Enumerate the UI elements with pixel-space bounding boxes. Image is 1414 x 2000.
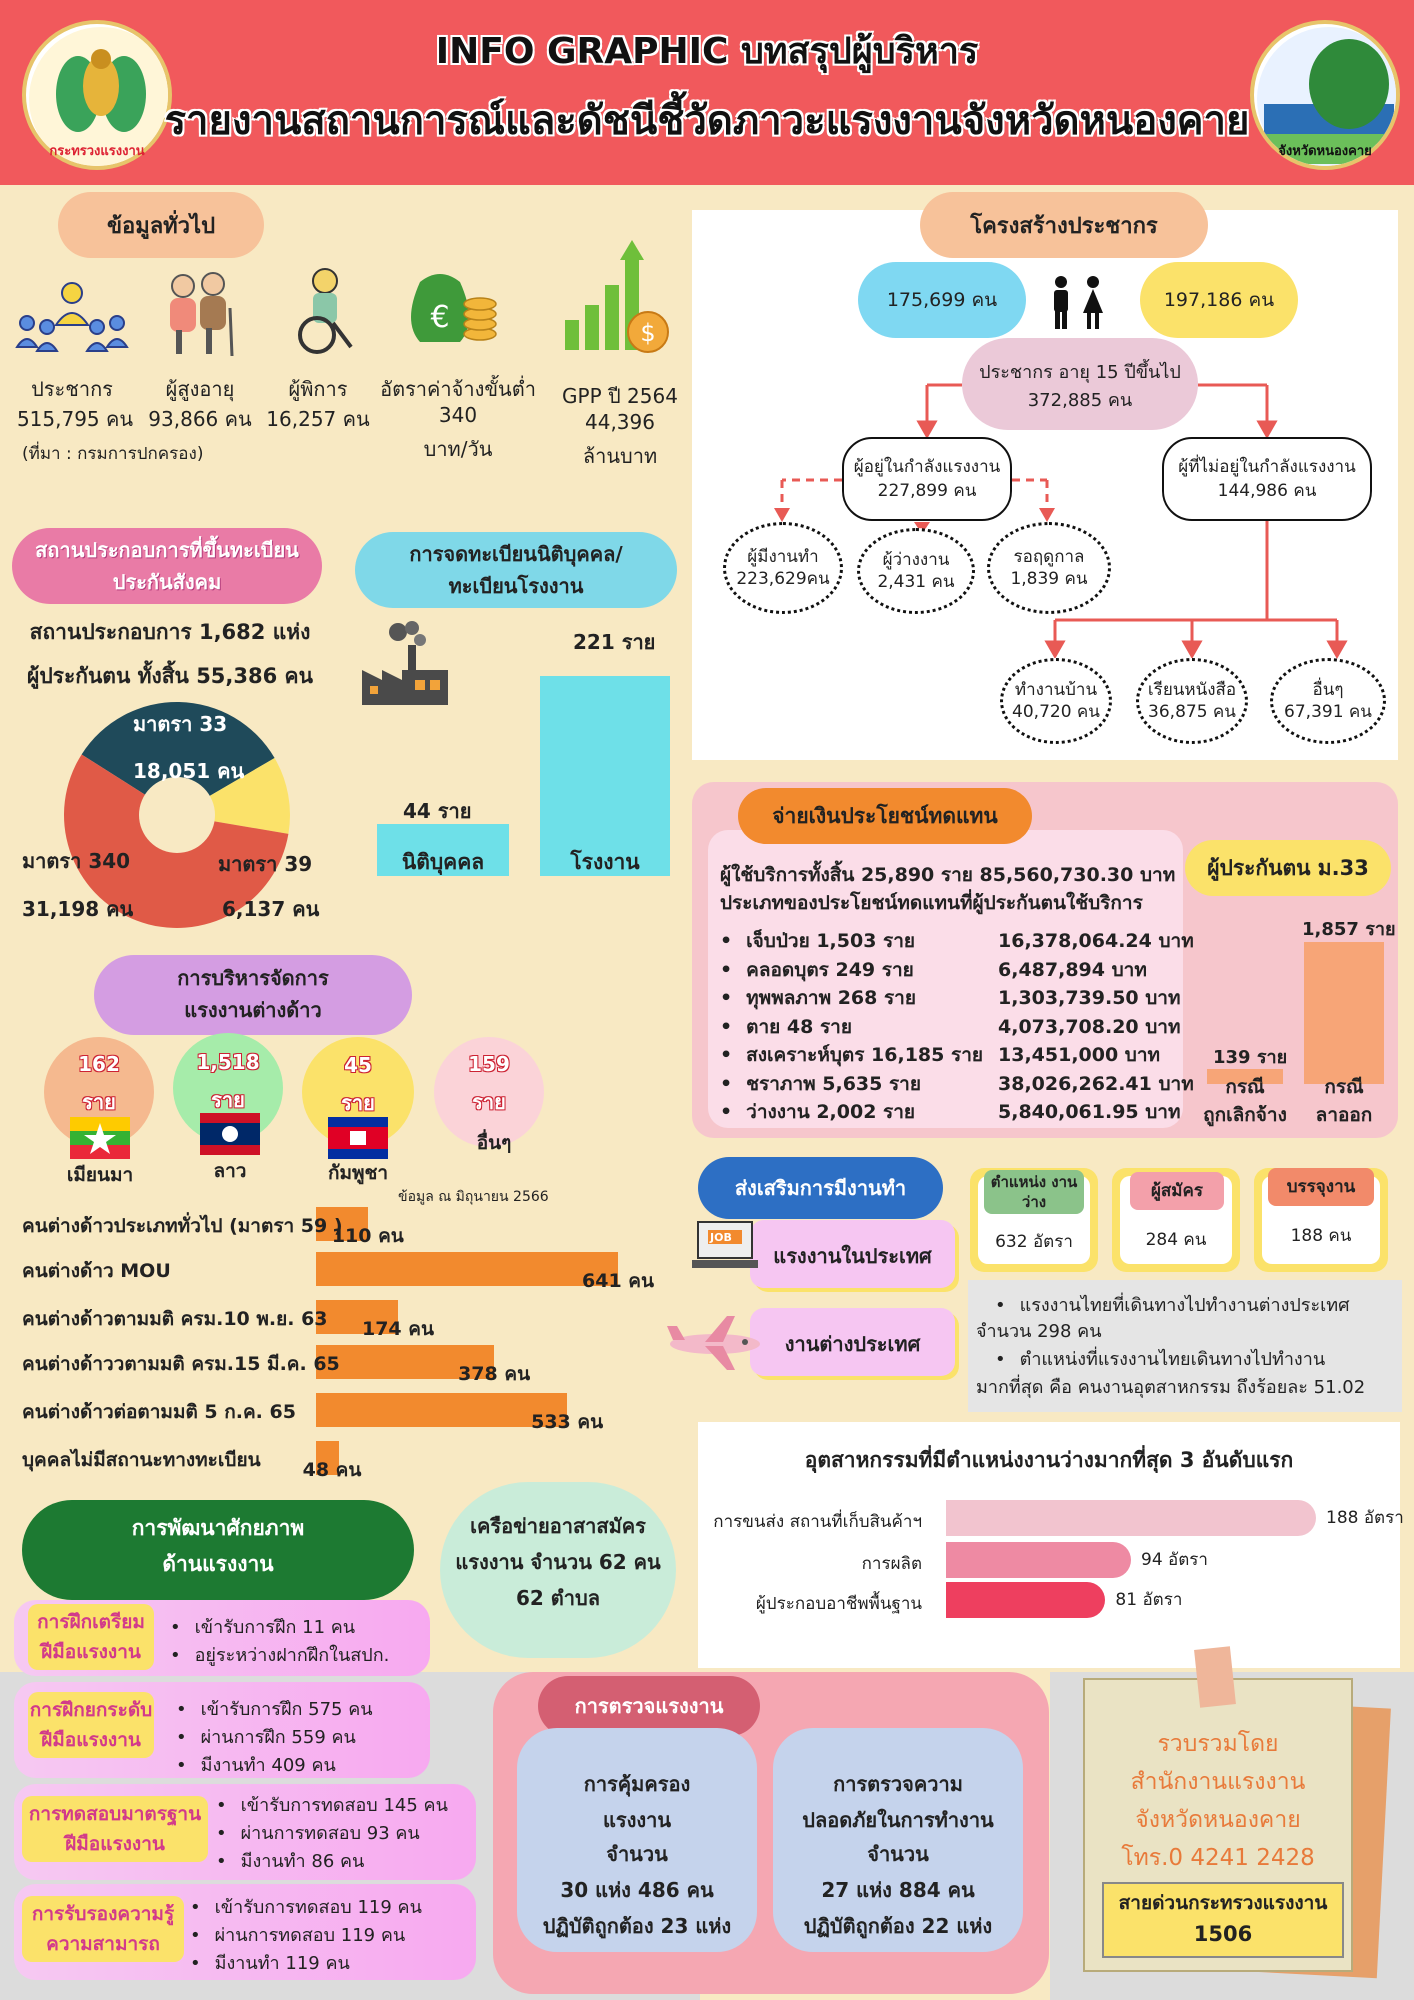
- volunteers-line-2: แรงงาน จำนวน 62 คน: [455, 1550, 661, 1574]
- registration-heading-2: ทะเบียนโรงงาน: [448, 574, 584, 598]
- foreign-data-note: ข้อมูล ณ มิถุนายน 2566: [398, 1189, 549, 1205]
- overseas-note-1: • แรงงานไทยที่เดินทางไปทำงานต่างประเทศ: [995, 1290, 1350, 1319]
- credits-line-3: จังหวัดหนองคาย: [1135, 1807, 1301, 1833]
- employment-heading: ส่งเสริมการมีงานทำ: [698, 1157, 943, 1219]
- benefit-name: • ตาย 48 ราย: [720, 1012, 852, 1042]
- other-country-value: 159: [468, 1052, 510, 1076]
- skills-heading-1: การพัฒนาศักยภาพ: [131, 1516, 305, 1540]
- prep-title-1: การฝึกเตรียม: [37, 1611, 145, 1633]
- volunteers-line-3: 62 ตำบล: [516, 1586, 600, 1610]
- m39-value: 6,137 คน: [222, 897, 320, 921]
- hotline-number: 1506: [1193, 1922, 1253, 1946]
- page-subtitle: รายงานสถานการณ์และดัชนีชี้วัดภาวะแรงงานจังหวัดหนองคาย: [164, 98, 1250, 144]
- other-value: 67,391 คน: [1284, 702, 1372, 722]
- housework-value: 40,720 คน: [1012, 702, 1100, 722]
- upgrade-item-3: • มีงานทำ 409 คน: [176, 1750, 336, 1779]
- disabled-label: ผู้พิการ: [288, 377, 348, 401]
- m33-heading: ผู้ประกันตน ม.33: [1185, 840, 1391, 896]
- inspection-heading: การตรวจแรงงาน: [538, 1676, 760, 1736]
- other-country-label: อื่นๆ: [476, 1132, 512, 1154]
- benefits-heading: จ่ายเงินประโยชน์ทดแทน: [738, 788, 1032, 844]
- upgrade-title-2: ฝีมือแรงงาน: [41, 1729, 141, 1751]
- industry-value: 188 อัตรา: [1326, 1508, 1404, 1528]
- cert-title-2: ความสามารถ: [46, 1933, 160, 1955]
- hotline-label: สายด่วนกระทรวงแรงงาน: [1118, 1892, 1328, 1914]
- cambodia-value: 45: [344, 1053, 372, 1077]
- gpp-label: GPP ปี 2564: [562, 384, 678, 408]
- foreign-worker-row-label: คนต่างด้าวประเภททั่วไป (มาตรา 59 ): [22, 1215, 343, 1237]
- foreign-worker-bar: [316, 1252, 618, 1286]
- employed-oval: [723, 522, 843, 614]
- general-source: (ที่มา : กรมการปกครอง): [22, 444, 204, 464]
- m33-label: มาตรา 33: [133, 712, 228, 736]
- disabled-value: 16,257 คน: [266, 407, 370, 431]
- industry-label: การขนส่ง สถานที่เก็บสินค้าฯ: [713, 1512, 922, 1532]
- foreign-worker-row-label: บุคคลไม่มีสถานะทางทะเบียน: [22, 1449, 261, 1471]
- money-icon: [390, 262, 500, 356]
- credits-line-1: รวบรวมโดย: [1157, 1731, 1279, 1757]
- applicant-value: 284 คน: [1145, 1230, 1207, 1250]
- factory-value: 221 ราย: [573, 630, 656, 654]
- foreign-worker-row-label: คนต่างด้าว MOU: [22, 1260, 171, 1282]
- benefit-name: • คลอดบุตร 249 ราย: [720, 955, 914, 985]
- benefit-name: • ชราภาพ 5,635 ราย: [720, 1069, 921, 1099]
- laid-off-value: 139 ราย: [1213, 1047, 1288, 1068]
- cert-item-2: • ผ่านการทดสอบ 119 คน: [190, 1920, 405, 1949]
- benefits-summary: ผู้ใช้บริการทั้งสิ้น 25,890 ราย 85,560,730.30 บาท: [720, 864, 1176, 886]
- skills-heading-2: ด้านแรงงาน: [162, 1552, 274, 1576]
- m340-value: 31,198 คน: [22, 897, 134, 921]
- factory-icon: [360, 620, 450, 714]
- insured-total: ผู้ประกันตน ทั้งสิ้น 55,386 คน: [27, 664, 313, 688]
- population-value: 515,795 คน: [16, 407, 134, 431]
- prep-training-title: [28, 1604, 154, 1670]
- not-labor-box: [1162, 437, 1372, 521]
- credits-phone: โทร.0 4241 2428: [1121, 1845, 1315, 1871]
- upgrade-training-title: [28, 1692, 154, 1758]
- vacancy-label: ตำแหน่ง งานว่าง: [984, 1170, 1084, 1214]
- industry-bar: [946, 1582, 1105, 1618]
- foreign-worker-row-value: 110 คน: [331, 1225, 404, 1247]
- standard-item-2: • ผ่านการทดสอบ 93 คน: [216, 1818, 420, 1847]
- study-oval: [1136, 658, 1248, 744]
- housework-oval: [1000, 658, 1112, 744]
- ministry-seal-text: กระทรวงแรงงาน: [49, 144, 145, 159]
- laptop-job-icon: [690, 1218, 760, 1278]
- note-tape: [1194, 1646, 1236, 1707]
- cert-item-1: • เข้ารับการทดสอบ 119 คน: [190, 1892, 422, 1921]
- laid-off-label-1: กรณี: [1225, 1076, 1265, 1098]
- elderly-value: 93,866 คน: [148, 407, 252, 431]
- foreign-heading-2: แรงงานต่างด้าว: [184, 998, 322, 1022]
- study-label: เรียนหนังสือ: [1147, 680, 1237, 700]
- myanmar-label: เมียนมา: [66, 1164, 134, 1186]
- employed-label: ผู้มีงานทำ: [747, 547, 819, 567]
- domestic-label: แรงงานในประเทศ: [773, 1244, 932, 1268]
- social-security-heading-1: สถานประกอบการที่ขึ้นทะเบียน: [35, 538, 299, 562]
- prep-title-2: ฝีมือแรงงาน: [41, 1641, 141, 1663]
- study-value: 36,875 คน: [1148, 702, 1236, 722]
- foreign-heading-1: การบริหารจัดการ: [177, 966, 329, 990]
- resign-label-1: กรณี: [1324, 1076, 1364, 1098]
- industry-bar: [946, 1500, 1316, 1536]
- other-country-unit: ราย: [472, 1090, 506, 1114]
- benefit-amount: 13,451,000 บาท: [998, 1044, 1161, 1066]
- foreign-worker-row-label: คนต่างด้าวต่อตามมติ 5 ก.ค. 65: [22, 1401, 296, 1423]
- foreign-worker-row-value: 174 คน: [361, 1318, 434, 1340]
- seasonal-value: 1,839 คน: [1010, 569, 1088, 589]
- benefit-amount: 5,840,061.95 บาท: [998, 1101, 1181, 1123]
- myanmar-value: 162: [78, 1052, 120, 1076]
- applicant-label: ผู้สมัคร: [1130, 1172, 1224, 1210]
- industry-value: 81 อัตรา: [1115, 1590, 1183, 1610]
- unemployed-label: ผู้ว่างงาน: [882, 550, 950, 570]
- overseas-note-2b: มากที่สุด คือ คนงานอุตสาหกรรม ถึงร้อยละ 51.02: [976, 1377, 1366, 1398]
- wage-unit: บาท/วัน: [423, 437, 493, 461]
- growth-chart-icon: [560, 240, 670, 364]
- housework-label: ทำงานบ้าน: [1014, 680, 1098, 700]
- establishments-count: สถานประกอบการ 1,682 แห่ง: [29, 620, 311, 644]
- overseas-label: งานต่างประเทศ: [784, 1332, 921, 1356]
- cert-title-1: การรับรองความรู้: [31, 1903, 175, 1925]
- standard-title-2: ฝีมือแรงงาน: [65, 1833, 165, 1855]
- laid-off-label-2: ถูกเลิกจ้าง: [1203, 1104, 1287, 1126]
- prep-item-1: • เข้ารับการฝึก 11 คน: [170, 1612, 355, 1641]
- disabled-icon: [285, 265, 365, 359]
- population-structure-heading: โครงสร้างประชากร: [920, 192, 1208, 258]
- laos-value: 1,518: [196, 1050, 260, 1074]
- in-labor-box: [842, 437, 1012, 521]
- wage-value: 340: [438, 403, 478, 427]
- in-labor-value: 227,899 คน: [877, 481, 977, 501]
- resign-bar: [1304, 942, 1384, 1084]
- standard-test-title: [22, 1796, 208, 1862]
- cambodia-flag-icon: [328, 1117, 388, 1163]
- m340-label: มาตรา 340: [22, 849, 131, 873]
- safety-line-4: 27 แห่ง 884 คน: [821, 1878, 975, 1902]
- certification-title: [22, 1896, 184, 1962]
- benefit-name: • ว่างงาน 2,002 ราย: [720, 1097, 915, 1127]
- industries-heading: อุตสาหกรรมที่มีตำแหน่งงานว่างมากที่สุด 3 อันดับแรก: [804, 1448, 1294, 1472]
- gpp-value: 44,396: [585, 410, 655, 434]
- overseas-note-2: • ตำแหน่งที่แรงงานไทยเดินทางไปทำงาน: [995, 1344, 1325, 1373]
- upgrade-title-1: การฝึกยกระดับ: [29, 1699, 153, 1721]
- unemployed-oval: [857, 528, 975, 614]
- protection-line-3: จำนวน: [606, 1842, 668, 1866]
- benefit-name: • สงเคราะห์บุตร 16,185 ราย: [720, 1040, 983, 1070]
- upgrade-item-1: • เข้ารับการฝึก 575 คน: [176, 1694, 373, 1723]
- benefit-name: • เจ็บป่วย 1,503 ราย: [720, 926, 915, 956]
- svg-text:$: $: [640, 319, 656, 347]
- industry-label: การผลิต: [861, 1554, 922, 1574]
- credits-line-2: สำนักงานแรงงาน: [1130, 1769, 1306, 1795]
- airplane-icon: [665, 1312, 765, 1378]
- standard-item-1: • เข้ารับการทดสอบ 145 คน: [216, 1790, 448, 1819]
- safety-line-2: ปลอดภัยในการทำงาน: [802, 1808, 994, 1832]
- industry-label: ผู้ประกอบอาชีพพื้นฐาน: [755, 1594, 922, 1614]
- protection-line-1: การคุ้มครอง: [583, 1772, 691, 1796]
- benefit-amount: 6,487,894 บาท: [998, 958, 1147, 981]
- other-oval: [1270, 658, 1386, 744]
- elderly-icon: [158, 268, 238, 362]
- protection-line-2: แรงงาน: [602, 1808, 672, 1832]
- age15-value: 372,885 คน: [1027, 390, 1133, 411]
- svg-text:€: €: [430, 300, 450, 335]
- job-icon-text: JOB: [710, 1231, 732, 1244]
- not-labor-label: ผู้ที่ไม่อยู่ในกำลังแรงงาน: [1178, 457, 1356, 477]
- industry-value: 94 อัตรา: [1141, 1550, 1208, 1570]
- upgrade-item-2: • ผ่านการฝึก 559 คน: [176, 1722, 356, 1751]
- laos-unit: ราย: [211, 1088, 245, 1112]
- placed-label: บรรจุงาน: [1268, 1168, 1374, 1206]
- juristic-value: 44 ราย: [403, 799, 472, 823]
- protection-line-4: 30 แห่ง 486 คน: [560, 1878, 714, 1902]
- general-heading: ข้อมูลทั่วไป: [58, 192, 264, 258]
- resign-value: 1,857 ราย: [1302, 919, 1396, 940]
- m39-label: มาตรา 39: [218, 852, 313, 876]
- laos-label: ลาว: [213, 1160, 247, 1182]
- foreign-worker-row-value: 533 คน: [531, 1411, 604, 1433]
- foreign-worker-bar: [316, 1393, 567, 1427]
- factory-label: โรงงาน: [570, 850, 640, 874]
- cambodia-unit: ราย: [341, 1091, 375, 1115]
- safety-line-5: ปฏิบัติถูกต้อง 22 แห่ง: [803, 1914, 993, 1938]
- not-labor-value: 144,986 คน: [1217, 481, 1317, 501]
- m33-value: 18,051 คน: [133, 759, 245, 783]
- standard-title-1: การทดสอบมาตรฐาน: [28, 1803, 202, 1825]
- laos-flag-icon: [200, 1113, 260, 1159]
- benefit-amount: 4,073,708.20 บาท: [998, 1015, 1181, 1038]
- seasonal-label: รอฤดูกาล: [1013, 547, 1085, 567]
- foreign-worker-row-label: คนต่างด้าววตามมติ ครม.15 มี.ค. 65: [22, 1353, 340, 1375]
- social-security-heading-2: ประกันสังคม: [112, 570, 222, 594]
- resign-label-2: ลาออก: [1315, 1104, 1373, 1126]
- protection-line-5: ปฏิบัติถูกต้อง 23 แห่ง: [542, 1914, 732, 1938]
- benefit-name: • ทุพพลภาพ 268 ราย: [720, 983, 916, 1013]
- elderly-label: ผู้สูงอายุ: [165, 377, 235, 401]
- unemployed-value: 2,431 คน: [877, 572, 955, 592]
- industry-bar: [946, 1542, 1131, 1578]
- cambodia-label: กัมพูชา: [327, 1162, 389, 1184]
- province-seal-text: จังหวัดหนองคาย: [1278, 144, 1372, 159]
- benefit-amount: 16,378,064.24 บาท: [998, 930, 1194, 952]
- gpp-unit: ล้านบาท: [582, 444, 658, 468]
- wage-label: อัตราค่าจ้างขั้นต่ำ: [380, 377, 536, 401]
- myanmar-unit: ราย: [82, 1090, 116, 1114]
- in-labor-label: ผู้อยู่ในกำลังแรงงาน: [853, 457, 1001, 477]
- benefits-subheading: ประเภทของประโยชน์ทดแทนที่ผู้ประกันตนใช้บริการ: [720, 892, 1143, 914]
- prep-item-2: • อยู่ระหว่างฝากฝึกในสปก.: [170, 1640, 389, 1669]
- foreign-worker-row-value: 48 คน: [302, 1459, 362, 1481]
- placed-value: 188 คน: [1290, 1226, 1352, 1246]
- juristic-label: นิติบุคคล: [401, 850, 485, 874]
- male-count: 175,699 คน: [858, 262, 1026, 338]
- population-label: ประชากร: [31, 377, 113, 401]
- employed-value: 223,629คน: [736, 569, 830, 589]
- standard-item-3: • มีงานทำ 86 คน: [216, 1846, 364, 1875]
- safety-line-3: จำนวน: [867, 1842, 929, 1866]
- female-count: 197,186 คน: [1140, 262, 1298, 338]
- foreign-worker-row-value: 378 คน: [458, 1363, 531, 1385]
- myanmar-flag-icon: [70, 1117, 130, 1163]
- seasonal-oval: [987, 522, 1111, 614]
- volunteers-line-1: เครือข่ายอาสาสมัคร: [470, 1514, 646, 1538]
- page-title: INFO GRAPHIC บทสรุปผู้บริหาร: [435, 31, 979, 72]
- population-icon: [12, 275, 132, 359]
- benefit-amount: 38,026,262.41 บาท: [998, 1072, 1194, 1095]
- registration-heading-1: การจดทะเบียนนิติบุคคล/: [409, 542, 623, 566]
- vacancy-value: 632 อัตรา: [995, 1232, 1073, 1252]
- other-label: อื่นๆ: [1312, 680, 1344, 700]
- overseas-note-1b: จำนวน 298 คน: [976, 1321, 1102, 1342]
- cert-item-3: • มีงานทำ 119 คน: [190, 1948, 350, 1977]
- age15-label: ประชากร อายุ 15 ปีขึ้นไป: [979, 362, 1181, 383]
- foreign-worker-row-label: คนต่างด้าวตามมติ ครม.10 พ.ย. 63: [22, 1308, 328, 1330]
- safety-line-1: การตรวจความ: [833, 1772, 963, 1796]
- benefit-amount: 1,303,739.50 บาท: [998, 987, 1181, 1009]
- foreign-worker-row-value: 641 คน: [582, 1270, 654, 1292]
